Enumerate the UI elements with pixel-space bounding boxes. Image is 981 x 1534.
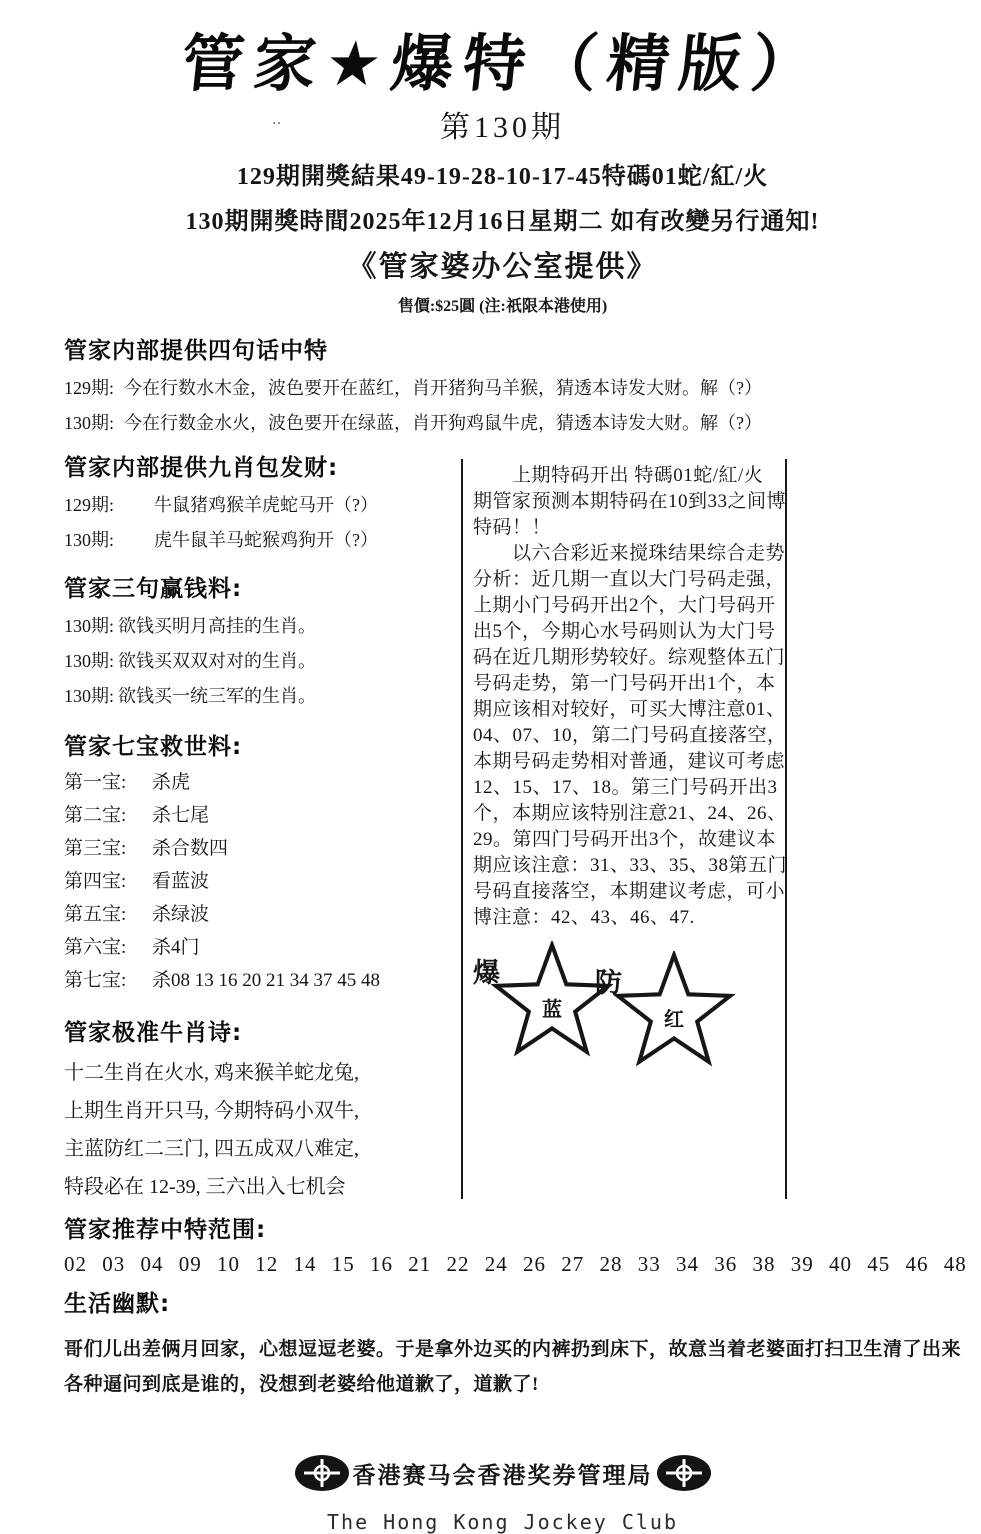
- list-item: [64, 965, 461, 992]
- humor-header: 生活幽默:: [64, 1291, 171, 1318]
- row-text: 看蓝波: [152, 871, 210, 893]
- three-sentences-header: 管家三句赢钱料:: [64, 576, 243, 603]
- analysis-line: 上期特码开出 特碼01蛇/紅/火: [473, 465, 764, 487]
- row-text: 杀七尾: [152, 805, 210, 827]
- nine-zodiac-header: 管家内部提供九肖包发财:: [64, 455, 339, 482]
- blue-star-text: 蓝: [542, 998, 562, 1021]
- row-text: 杀合数四: [152, 838, 229, 860]
- row-text: 欲钱买双双对对的生肖。: [118, 651, 317, 672]
- list-item: [64, 866, 461, 893]
- analysis-line: 04、07、10，第二门号码直接落空，: [473, 725, 787, 747]
- row-text: 杀4门: [152, 937, 200, 959]
- list-item: [64, 374, 941, 400]
- humor-line: 各种逼问到底是谁的，没想到老婆给他道歉了，道歉了!: [64, 1374, 539, 1396]
- list-item: [64, 767, 461, 794]
- analysis-column: [461, 459, 787, 1199]
- humor-section: [64, 1285, 962, 1396]
- analysis-line: 期管家预测本期特码在10到33之间博: [473, 491, 787, 513]
- four-sentences-header: 管家内部提供四句话中特: [64, 338, 328, 365]
- list-item: [64, 899, 461, 926]
- row-label: 130期:: [64, 651, 115, 672]
- footer-org-name: 香港赛马会香港奖券管理局: [352, 1462, 653, 1489]
- recommend-numbers: 02 03 04 09 10 12 14 15 16 21 22 24 26 27 28 33 34 36 38 39 40 45 46 48: [64, 1252, 967, 1277]
- analysis-line: 分析：近几期一直以大门号码走强，: [473, 569, 786, 591]
- row-label: 129期:: [64, 378, 115, 399]
- row-label: 第六宝:: [64, 937, 127, 959]
- list-item: [64, 409, 941, 435]
- row-label: 130期:: [64, 530, 115, 551]
- row-text: 牛鼠猪鸡猴羊虎蛇马开（?）: [154, 495, 378, 516]
- red-star-group: [595, 951, 735, 1086]
- poem-line: 特段必在 12-39, 三六出入七机会: [64, 1176, 346, 1199]
- draw-time-line: 130期開獎時間2025年12月16日星期二 如有改變另行通知!: [185, 209, 820, 236]
- nine-zodiac-section: [64, 449, 461, 552]
- two-column-band: [64, 449, 941, 1199]
- row-text: 欲钱买一统三军的生肖。: [118, 686, 317, 707]
- analysis-line: 出5个，今期心水号码则认为大门号: [473, 621, 776, 643]
- list-item: [64, 612, 461, 638]
- row-text: 今在行数金水火，波色要开在绿蓝，肖开狗鸡鼠牛虎，猜透本诗发大财。解（?）: [124, 413, 763, 434]
- jockey-club-logo-icon: [655, 1452, 713, 1494]
- zodiac-poem-header: 管家极准牛肖诗:: [64, 1020, 243, 1047]
- row-label: 第五宝:: [64, 904, 127, 926]
- stars-row: [473, 941, 777, 1086]
- row-label: 第一宝:: [64, 772, 127, 794]
- masthead: [64, 27, 941, 316]
- row-label: 第二宝:: [64, 805, 127, 827]
- analysis-line: 个，本期应该特别注意21、24、26、: [473, 803, 787, 825]
- analysis-line: 号码直接落空，本期建议考虑，可小: [473, 881, 786, 903]
- analysis-line: 以六合彩近来搅珠结果综合走势: [473, 543, 786, 565]
- humor-line: 哥们儿出差俩月回家，心想逗逗老婆。于是拿外边买的内裤扔到床下，故意当着老婆面打扫卫生清了出来: [64, 1339, 962, 1361]
- row-label: 第七宝:: [64, 970, 127, 992]
- row-label: 130期:: [64, 616, 115, 637]
- footer-logo-row: [64, 1452, 941, 1494]
- analysis-text: [473, 463, 788, 931]
- list-item: [64, 491, 461, 517]
- recommend-section: [64, 1211, 967, 1277]
- list-item: [64, 682, 461, 708]
- red-star-text: 红: [664, 1008, 684, 1031]
- left-column: [64, 449, 461, 1199]
- seven-treasures-header: 管家七宝救世料:: [64, 734, 243, 761]
- row-label: 129期:: [64, 495, 115, 516]
- row-label: 130期:: [64, 686, 115, 707]
- row-text: 杀08 13 16 20 21 34 37 45 48: [152, 970, 381, 992]
- price-note: 售價:$25圓 (注:祇限本港使用): [397, 298, 608, 316]
- analysis-line: 博注意：42、43、46、47.: [473, 907, 695, 929]
- list-item: [64, 647, 461, 673]
- analysis-line: 号码走势，第一门号码开出1个，本: [473, 673, 776, 695]
- jockey-club-logo-icon: [293, 1452, 351, 1494]
- analysis-line: 上期小门号码开出2个，大门号码开: [473, 595, 776, 617]
- issue-number: 第130期: [440, 111, 565, 145]
- list-item: [64, 800, 461, 827]
- poem-line: 十二生肖在火水, 鸡来猴羊蛇龙兔,: [64, 1062, 359, 1085]
- row-label: 130期:: [64, 413, 115, 434]
- analysis-line: 12、15、17、18。第三门号码开出3: [473, 777, 778, 799]
- three-sentences-section: [64, 570, 461, 708]
- row-text: 虎牛鼠羊马蛇猴鸡狗开（?）: [154, 530, 378, 551]
- recommend-header: 管家推荐中特范围:: [64, 1217, 267, 1244]
- guard-label: 防: [595, 968, 622, 1000]
- poem-line: 上期生肖开只马, 今期特码小双牛,: [64, 1100, 359, 1123]
- analysis-line: 本期号码走势相对普通，建议可考虑: [473, 751, 786, 773]
- footer: [64, 1452, 941, 1534]
- previous-result-line: 129期開獎結果49-19-28-10-17-45特碼01蛇/紅/火: [236, 164, 769, 191]
- row-label: 第四宝:: [64, 871, 127, 893]
- row-text: 杀虎: [152, 772, 191, 794]
- blue-star-group: [473, 941, 613, 1076]
- provider-title: 《管家婆办公室提供》: [347, 251, 658, 284]
- scan-dots-decoration: ‥: [272, 113, 284, 128]
- row-label: 第三宝:: [64, 838, 127, 860]
- four-sentences-section: [64, 332, 941, 435]
- page-title: 管家★爆特（精版）: [177, 27, 828, 100]
- analysis-line: 码在近几期形势较好。综观整体五门: [473, 647, 786, 669]
- row-text: 杀绿波: [152, 904, 210, 926]
- list-item: [64, 526, 461, 552]
- footer-english-name: The Hong Kong Jockey Club: [326, 1510, 679, 1534]
- analysis-line: 特码！！: [473, 517, 552, 539]
- zodiac-poem-section: [64, 1014, 461, 1199]
- row-text: 今在行数水木金，波色要开在蓝红，肖开猪狗马羊猴，猜透本诗发大财。解（?）: [124, 378, 763, 399]
- explode-label: 爆: [473, 958, 500, 990]
- row-text: 欲钱买明月高挂的生肖。: [118, 616, 317, 637]
- analysis-line: 29。第四门号码开出3个，故建议本: [473, 829, 777, 851]
- list-item: [64, 932, 461, 959]
- poem-line: 主蓝防红二三门, 四五成双八难定,: [64, 1138, 359, 1161]
- list-item: [64, 833, 461, 860]
- analysis-line: 期应该相对较好，可买大博注意01、: [473, 699, 786, 721]
- seven-treasures-section: [64, 728, 461, 992]
- analysis-line: 期应该注意：31、33、35、38第五门: [473, 855, 788, 877]
